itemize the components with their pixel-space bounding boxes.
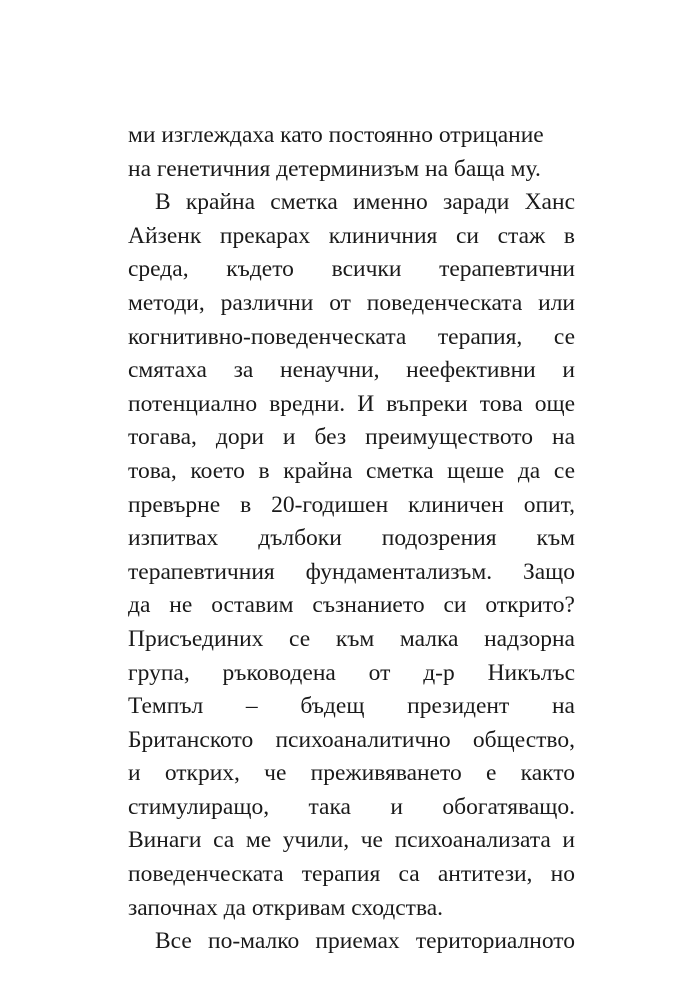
text-line: да не оставим съзнанието си открито?: [128, 592, 575, 619]
text-line: ми изглеждаха като постоянно отрицание: [128, 122, 544, 148]
text-line: Айзенк прекарах клиничния си стаж в: [128, 222, 575, 249]
text-line: методи, различни от поведенческата или: [128, 289, 575, 316]
text-line: среда, където всички терапевтични: [128, 256, 575, 283]
text-line: Присъединих се към малка надзорна: [128, 625, 575, 652]
text-line: поведенческата терапия са антитези, но: [128, 861, 575, 888]
text-line: смятаха за ненаучни, неефективни и: [128, 357, 575, 384]
text-line: Британското психоаналитично общество,: [128, 726, 575, 753]
paragraph-last-line: започнах да откривам сходства.: [128, 894, 444, 921]
text-line: на генетичния детерминизъм на баща му.: [128, 155, 541, 182]
text-line: превърне в 20-годишен клиничен опит,: [128, 491, 575, 518]
text-line: група, ръководена от д-р Никълъс: [128, 659, 575, 686]
text-line: и открих, че преживяването е както: [128, 760, 575, 787]
text-line: когнитивно-поведенческата терапия, се: [128, 323, 575, 350]
text-line: изпитвах дълбоки подозрения към: [128, 525, 575, 552]
text-line: Темпъл – бъдещ президент на: [128, 693, 575, 720]
text-line: потенциално вредни. И въпреки това още: [128, 390, 575, 417]
text-line: терапевтичния фундаментализъм. Защо: [128, 558, 575, 585]
text-line: стимулиращо, така и обогатяващо.: [128, 793, 575, 820]
paragraph-first-line: Все по-малко приемах териториалното: [155, 928, 575, 955]
text-line: тогава, дори и без преимуществото на: [128, 424, 575, 451]
text-line: това, което в крайна сметка щеше да се: [128, 457, 575, 484]
body-text: [128, 119, 575, 959]
text-line: Винаги са ме учили, че психоанализата и: [128, 827, 575, 854]
paragraph-first-line: В крайна сметка именно заради Ханс: [155, 189, 575, 216]
